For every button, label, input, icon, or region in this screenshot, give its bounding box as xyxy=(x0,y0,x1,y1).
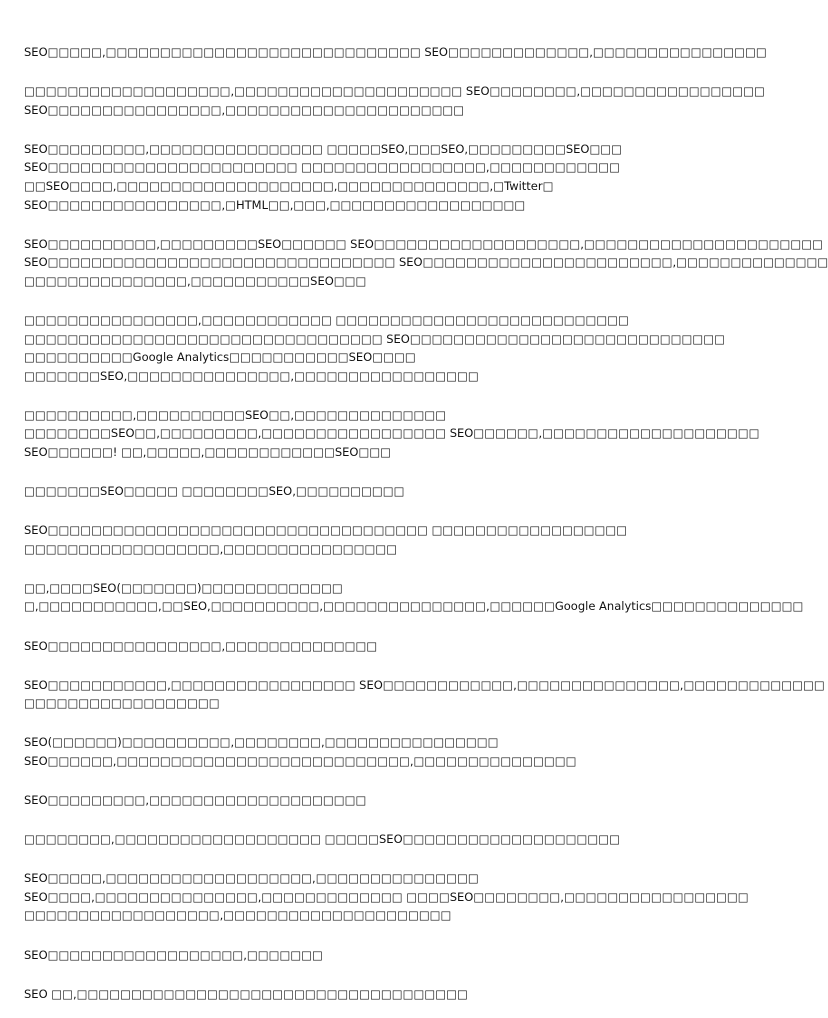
paragraph-9 xyxy=(24,579,804,616)
text-line: SEO□□□□□□□□□□□□□□□□□□□□□□□ □□□□□□□□□□□□□□□□□,□□□□□□□□□□□□ xyxy=(24,160,620,175)
text-line: SEO(□□□□□□)□□□□□□□□□□,□□□□□□□□,□□□□□□□□□□□□□□□□ xyxy=(24,735,499,750)
text-line: □□□□□□□SEO,□□□□□□□□□□□□□□□,□□□□□□□□□□□□□□□□□ xyxy=(24,368,479,383)
text-line: SEO□□□□□□□□□□□□□□□□□□,□□□□□□□ xyxy=(24,947,323,962)
text-line: SEO□□□□□□□□□□□□□□□□,□□□□□□□□□□□□□□ xyxy=(24,638,378,653)
text-line: □□□□□□□□□□□□□□□□□□□,□□□□□□□□□□□□□□□□□□□□□ SEO□□□□□□□□,□□□□□□□□□□□□□□□□□ xyxy=(24,84,765,99)
text-line: SEO□□□□□□□□□,□□□□□□□□□□□□□□□□ □□□□□SEO,□□□SEO,□□□□□□□□□SEO□□□ xyxy=(24,141,623,156)
text-line: SEO□□□□□□□□□□,□□□□□□□□□SEO□□□□□□ SEO□□□□□□□□□□□□□□□□□□□,□□□□□□□□□□□□□□□□□□□□□□ xyxy=(24,236,823,251)
text-line: SEO□□□□□□,□□□□□□□□□□□□□□□□□□□□□□□□□□□,□□□□□□□□□□□□□□□ xyxy=(24,753,577,768)
text-line: SEO□□□□□,□□□□□□□□□□□□□□□□□□□□□□□□□□□□□ SEO□□□□□□□□□□□□□,□□□□□□□□□□□□□□□□ xyxy=(24,45,767,59)
text-line: SEO□□□□□□! □□,□□□□□,□□□□□□□□□□□□SEO□□□ xyxy=(24,445,392,459)
text-line: □□□□□□□□□□□□□□□□□□,□□□□□□□□□□□□□□□□□□□□□ xyxy=(24,908,452,923)
paragraph-10 xyxy=(24,637,696,656)
text-line: SEO □□,□□□□□□□□□□□□□□□□□□□□□□□□□□□□□□□□□□□□ xyxy=(24,986,468,1001)
text-line: □□□□□□□□□□□□□□□□□□,□□□□□□□□□□□□□□□□ xyxy=(24,541,398,556)
paragraph-1 xyxy=(24,43,767,62)
text-line: SEO□□□□□,□□□□□□□□□□□□□□□□□□□,□□□□□□□□□□□□□□□ xyxy=(24,871,479,886)
text-line: □□□□□□□□□□□□□□□□,□□□□□□□□□□□□ □□□□□□□□□□□□□□□□□□□□□□□□□□□ xyxy=(24,312,629,327)
text-line: □□□□□□□□□□,□□□□□□□□□□SEO□□,□□□□□□□□□□□□□□ xyxy=(24,407,447,422)
paragraph-15 xyxy=(24,869,749,925)
paragraph-8 xyxy=(24,521,696,558)
paragraph-11 xyxy=(24,676,825,713)
text-line: □□SEO□□□□,□□□□□□□□□□□□□□□□□□□□,□□□□□□□□□□□□□□,□Twitter□ xyxy=(24,178,554,193)
paragraph-13 xyxy=(24,791,696,810)
text-line: □□□□□□□□SEO□□,□□□□□□□□□,□□□□□□□□□□□□□□□□□ SEO□□□□□□,□□□□□□□□□□□□□□□□□□□□ xyxy=(24,426,760,441)
paragraph-4 xyxy=(24,235,828,291)
text-line: □□□□□□□□□□□□□□□□□□□□□□□□□□□□□□□□□ SEO□□□□□□□□□□□□□□□□□□□□□□□□□□□□□ xyxy=(24,331,725,346)
text-line: SEO□□□□□□□□□□□,□□□□□□□□□□□□□□□□□ SEO□□□□□□□□□□□□,□□□□□□□□□□□□□□□,□□□□□□□□□□□□□ xyxy=(24,677,825,692)
paragraph-14 xyxy=(24,830,696,849)
paragraph-12 xyxy=(24,733,696,770)
paragraph-7 xyxy=(24,482,696,501)
paragraph-16 xyxy=(24,946,696,965)
paragraph-2 xyxy=(24,82,765,119)
text-line: SEO□□□□□□□□□□□□□□□□,□□□□□□□□□□□□□□□□□□□□□□ xyxy=(24,102,465,117)
text-line: □□□□□□□□□□□□□□□,□□□□□□□□□□□SEO□□□ xyxy=(24,273,367,288)
text-line: SEO□□□□□□□□□□□□□□□□□□□□□□□□□□□□□□□□ SEO□□□□□□□□□□□□□□□□□□□□□□□,□□□□□□□□□□□□□□ xyxy=(24,255,828,270)
text-line: SEO□□□□□□□□□□□□□□□□□□□□□□□□□□□□□□□□□□□ □□□□□□□□□□□□□□□□□□ xyxy=(24,523,628,538)
text-line: SEO□□□□□□□□□,□□□□□□□□□□□□□□□□□□□□ xyxy=(24,793,367,808)
paragraph-17 xyxy=(24,985,696,1004)
paragraph-3 xyxy=(24,140,696,214)
text-line: □□□□□□□□□□□□□□□□□□ xyxy=(24,696,220,711)
text-line: □□,□□□□SEO(□□□□□□□)□□□□□□□□□□□□□ xyxy=(24,580,343,595)
text-line: □□□□□□□□,□□□□□□□□□□□□□□□□□□□ □□□□□SEO□□□□□□□□□□□□□□□□□□□□ xyxy=(24,832,620,847)
text-line: SEO□□□□,□□□□□□□□□□□□□□□,□□□□□□□□□□□□□ □□□□SEO□□□□□□□□,□□□□□□□□□□□□□□□□□ xyxy=(24,889,749,904)
text-line: SEO□□□□□□□□□□□□□□□□,□HTML□□,□□□,□□□□□□□□□□□□□□□□□□ xyxy=(24,197,526,212)
text-line: □□□□□□□SEO□□□□□ □□□□□□□□SEO,□□□□□□□□□□ xyxy=(24,484,405,499)
text-line: □□□□□□□□□□Google Analytics□□□□□□□□□□□SEO□□□□ xyxy=(24,350,416,365)
text-line: □,□□□□□□□□□□□,□□SEO,□□□□□□□□□□,□□□□□□□□□□□□□□□,□□□□□□Google Analytics□□□□□□□□□□□□□□ xyxy=(24,599,804,614)
paragraph-5 xyxy=(24,311,725,385)
paragraph-6 xyxy=(24,406,760,462)
